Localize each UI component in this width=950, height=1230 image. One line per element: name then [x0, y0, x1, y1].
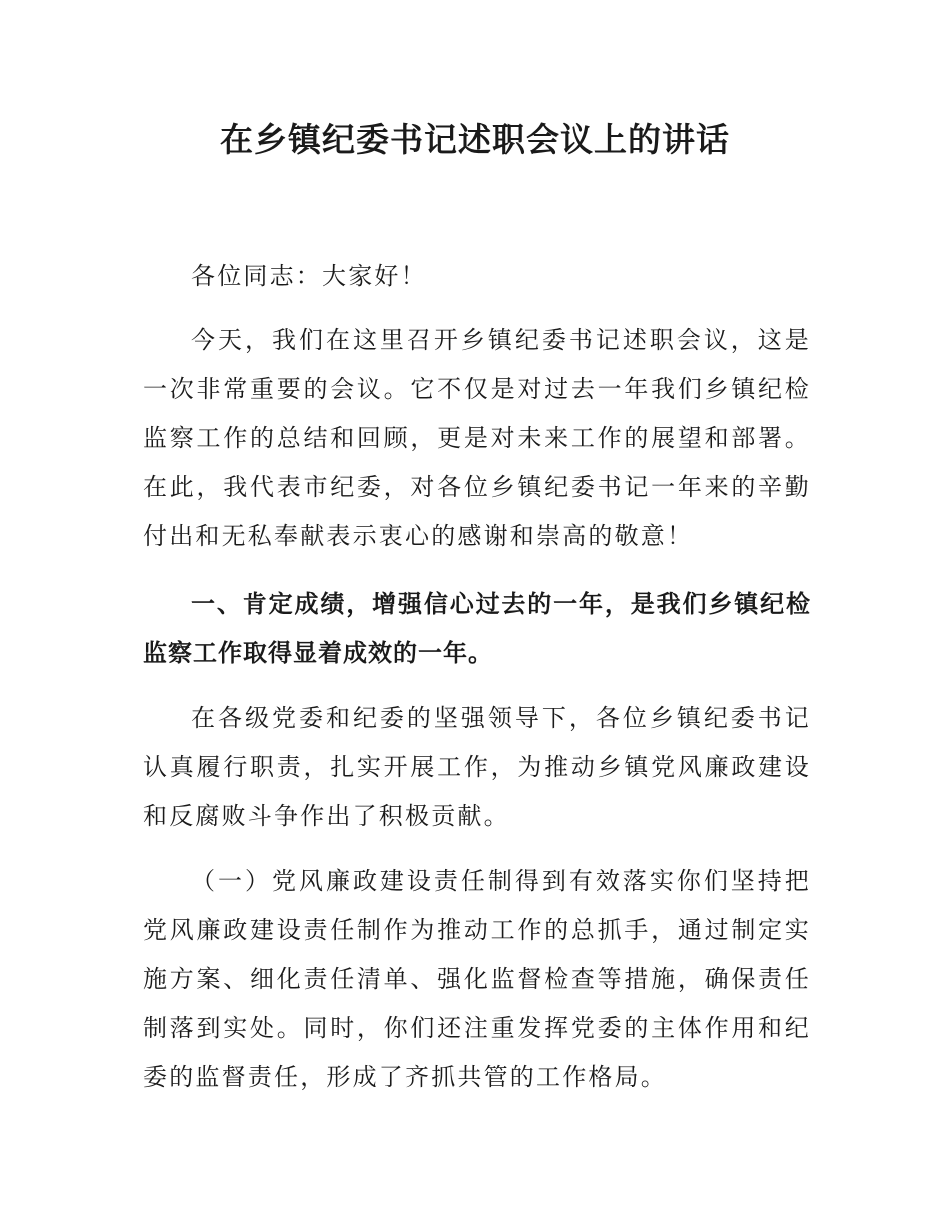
- document-title: 在乡镇纪委书记述职会议上的讲话: [220, 120, 730, 159]
- item-1-paragraph: （一）党风廉政建设责任制得到有效落实你们坚持把党风廉政建设责任制作为推动工作的总抓手，通过制定实施方案、细化责任清单、强化监督检查等措施，确保责任制落到实处。同时，你们还注重发挥党委的主体作用和纪委的监督责任，形成了齐抓共管的工作格局。: [143, 867, 811, 1091]
- achievements-paragraph: 在各级党委和纪委的坚强领导下，各位乡镇纪委书记认真履行职责，扎实开展工作，为推动乡镇党风廉政建设和反腐败斗争作出了积极贡献。: [143, 704, 811, 830]
- intro-paragraph: 今天，我们在这里召开乡镇纪委书记述职会议，这是一次非常重要的会议。它不仅是对过去一年我们乡镇纪检监察工作的总结和回顾，更是对未来工作的展望和部署。在此，我代表市纪委，对各位乡镇纪委书记一年来的辛勤付出和无私奉献表示衷心的感谢和崇高的敬意！: [143, 326, 811, 550]
- greeting-paragraph: 各位同志：大家好！: [191, 262, 427, 290]
- section-1-heading: 一、肯定成绩，增强信心过去的一年，是我们乡镇纪检监察工作取得显着成效的一年。: [143, 590, 811, 667]
